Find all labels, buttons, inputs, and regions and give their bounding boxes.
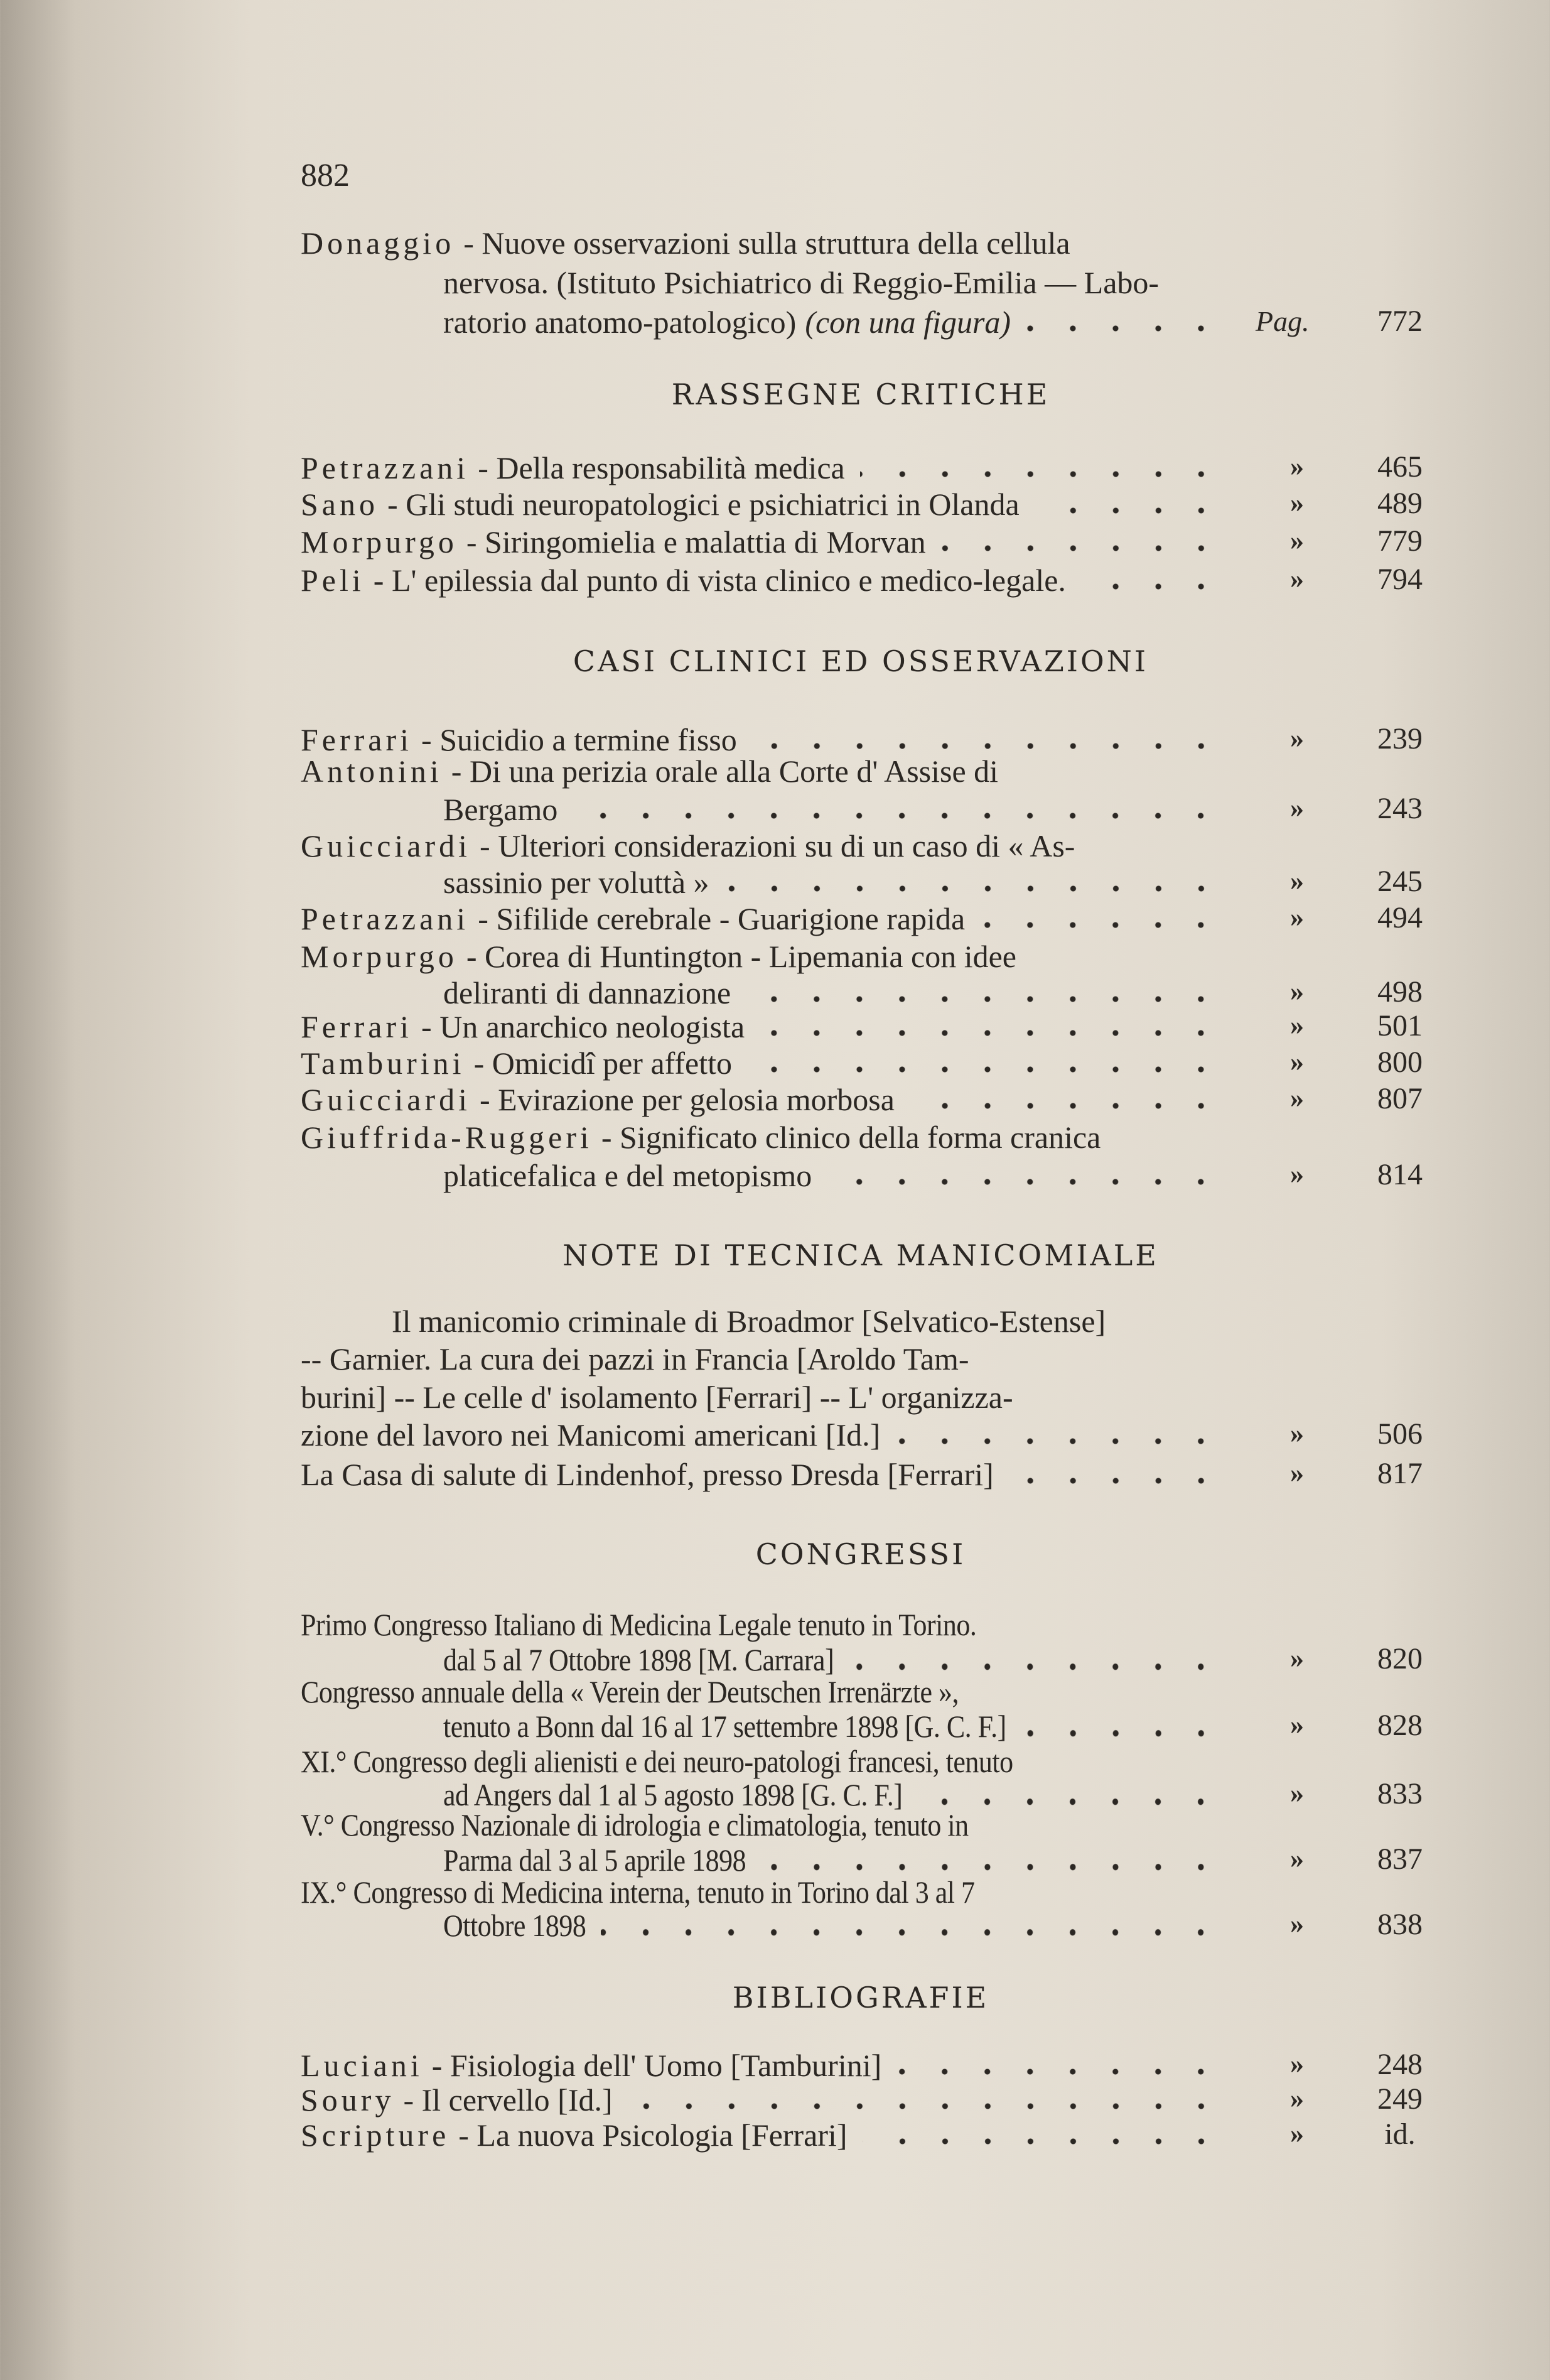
page-ditto-mark: » — [1290, 563, 1304, 594]
page-ditto-mark: » — [1290, 451, 1304, 482]
entry-line — [301, 224, 1237, 262]
entry-line — [443, 303, 1237, 341]
entry-line — [443, 1157, 1237, 1194]
entry-line — [443, 791, 1237, 828]
section-title: NOTE DI TECNICA MANICOMIALE — [562, 1238, 1159, 1272]
dot-leader — [1081, 583, 1222, 590]
page-reference[interactable]: 248 — [1377, 2048, 1423, 2081]
entry-author: Soury — [301, 2082, 395, 2118]
entry-line — [301, 449, 1237, 487]
page-reference[interactable]: 489 — [1377, 487, 1423, 520]
dot-leader — [980, 922, 1222, 928]
page-ditto-mark: » — [1290, 487, 1304, 518]
dot-leader — [863, 2138, 1222, 2145]
page-ditto-mark: » — [1290, 792, 1304, 823]
entry-title: - Omicidî per affetto — [473, 1046, 733, 1081]
dot-leader — [910, 1103, 1222, 1109]
page-ditto-mark: » — [1290, 525, 1304, 556]
dot-leader — [746, 996, 1222, 1002]
dot-leader — [761, 1864, 1222, 1871]
dot-leader — [896, 2069, 1222, 2075]
page-reference[interactable]: 772 — [1377, 305, 1423, 338]
dot-leader — [628, 2103, 1222, 2109]
entry-author: Guicciardi — [301, 828, 471, 863]
entry-title: deliranti di dannazione — [443, 975, 731, 1010]
entry-title: Bergamo — [443, 792, 558, 827]
page-reference[interactable]: 465 — [1377, 450, 1423, 484]
entry-line — [301, 752, 1237, 790]
page-reference[interactable]: 501 — [1377, 1009, 1423, 1042]
section-title: CASI CLINICI ED OSSERVAZIONI — [573, 644, 1149, 678]
page-reference[interactable]: 245 — [1377, 865, 1423, 898]
page-reference[interactable]: 800 — [1377, 1046, 1423, 1079]
entry-title: sassinio per voluttà » — [443, 865, 709, 900]
page-ditto-mark: » — [1290, 1418, 1304, 1449]
entry-author: Morpurgo — [301, 939, 458, 974]
entry-line — [301, 2047, 1237, 2084]
entry-title: Il manicomio criminale di Broadmor [Selvatico-Estense] — [392, 1304, 1106, 1339]
entry-line — [301, 1378, 1237, 1416]
section-title: RASSEGNE CRITICHE — [671, 377, 1050, 411]
entry-title: nervosa. (Istituto Psichiatrico di Reggio-Emilia — Labo- — [443, 265, 1160, 300]
entry-line — [443, 863, 1237, 901]
dot-leader — [1021, 1730, 1222, 1737]
entry-title: - Ulteriori considerazioni su di un caso di « As- — [480, 828, 1075, 863]
entry-line — [301, 1456, 1237, 1493]
entry-title: burini] -- Le celle d' isolamento [Ferrari] -- L' organizza- — [301, 1380, 1013, 1415]
entry-title: - Significato clinico della forma cranica — [601, 1120, 1101, 1155]
entry-line — [301, 827, 1237, 865]
dot-leader — [827, 1179, 1222, 1185]
entry-author: Sano — [301, 487, 379, 522]
entry-title: platicefalica e del metopismo — [443, 1158, 812, 1193]
entry-line — [301, 1008, 1237, 1046]
entry-line — [301, 1118, 1237, 1156]
entry-author: Petrazzani — [301, 450, 470, 485]
entry-line — [301, 1081, 1237, 1118]
entry-line — [443, 264, 1237, 301]
entry-title: ad Angers dal 1 al 5 agosto 1898 [G. C. F.] — [443, 1777, 903, 1812]
entry-title: Ottobre 1898 — [443, 1908, 586, 1943]
entry-title: - Siringomielia e malattia di Morvan — [466, 524, 926, 560]
entry-title: XI.° Congresso degli alienisti e dei neuro-patologi francesi, tenuto — [301, 1744, 1013, 1779]
entry-title: dal 5 al 7 Ottobre 1898 [M. Carrara] — [443, 1642, 834, 1677]
dot-leader — [1026, 325, 1222, 332]
page-ditto-mark: » — [1290, 2048, 1304, 2079]
page-ditto-mark: » — [1290, 1643, 1304, 1674]
entry-title: - Corea di Huntington - Lipemania con idee — [466, 939, 1016, 974]
page-ditto-mark: » — [1290, 1083, 1304, 1113]
page-reference[interactable]: 239 — [1377, 722, 1423, 755]
page-reference[interactable]: 838 — [1377, 1908, 1423, 1941]
entry-author: Donaggio — [301, 225, 455, 261]
page-ditto-mark: » — [1290, 1159, 1304, 1189]
entry-line — [301, 485, 1237, 523]
page-reference[interactable]: 820 — [1377, 1642, 1423, 1675]
entry-title: - Evirazione per gelosia morbosa — [480, 1082, 895, 1117]
dot-leader — [1009, 1478, 1222, 1484]
entry-title: Parma dal 3 al 5 aprile 1898 — [443, 1842, 746, 1878]
entry-line — [443, 974, 1237, 1012]
entry-line — [301, 938, 1237, 975]
section-title: CONGRESSI — [755, 1537, 966, 1571]
page-ditto-mark: » — [1290, 1843, 1304, 1874]
page-ditto-mark: » — [1290, 1458, 1304, 1488]
entry-author: Guicciardi — [301, 1082, 471, 1117]
dot-leader — [1035, 507, 1222, 514]
dot-leader — [601, 1929, 1222, 1936]
page-ditto-mark: » — [1290, 1778, 1304, 1809]
page-ditto-mark: » — [1290, 976, 1304, 1007]
page-ditto-mark: » — [1290, 1046, 1304, 1077]
entry-line — [301, 523, 1237, 561]
entry-title: - Sifilide cerebrale - Guarigione rapida — [478, 901, 966, 936]
page-ditto-mark: » — [1290, 865, 1304, 896]
dot-leader — [849, 1663, 1222, 1670]
entry-title: zione del lavoro nei Manicomi americani [Id.] — [301, 1417, 881, 1452]
page-ditto-mark: » — [1290, 902, 1304, 933]
entry-title: ratorio anatomo-patologico) — [443, 305, 797, 340]
page-ditto-mark: » — [1290, 2083, 1304, 2114]
entry-title: -- Garnier. La cura dei pazzi in Francia [Aroldo Tam- — [301, 1341, 969, 1377]
dot-leader — [573, 813, 1222, 819]
section-title: BIBLIOGRAFIE — [732, 1981, 989, 2015]
entry-title: V.° Congresso Nazionale di idrologia e climatologia, tenuto in — [301, 1807, 969, 1842]
dot-leader — [860, 471, 1222, 477]
entry-title: - Un anarchico neologista — [421, 1009, 745, 1044]
entry-title: - Suicidio a termine fisso — [421, 722, 737, 757]
page-reference[interactable]: 794 — [1377, 563, 1423, 596]
entry-author: Ferrari — [301, 1009, 413, 1044]
entry-line — [301, 1044, 1237, 1082]
page-reference[interactable]: 828 — [1377, 1709, 1423, 1742]
entry-title: - Nuove osservazioni sulla struttura della cellula — [463, 225, 1070, 261]
page-reference[interactable]: 249 — [1377, 2082, 1423, 2116]
page-reference[interactable]: 506 — [1377, 1417, 1423, 1451]
dot-leader — [760, 1030, 1222, 1036]
page-ditto-mark: » — [1290, 723, 1304, 754]
entry-author: Giuffrida-Ruggeri — [301, 1120, 593, 1155]
page-ditto-mark: » — [1290, 1908, 1304, 1939]
page-reference[interactable]: 494 — [1377, 901, 1423, 934]
page-reference[interactable]: 807 — [1377, 1082, 1423, 1115]
dot-leader — [724, 885, 1222, 892]
page-ditto-mark: » — [1290, 1010, 1304, 1041]
entry-author: Antonini — [301, 754, 443, 789]
dot-leader — [752, 743, 1222, 749]
entry-line — [301, 2081, 1237, 2119]
entry-line — [392, 1302, 1237, 1340]
page-reference[interactable]: 814 — [1377, 1158, 1423, 1191]
entry-title: - L' epilessia dal punto di vista clinico e medico-legale. — [373, 563, 1066, 598]
page-reference[interactable]: 243 — [1377, 792, 1423, 825]
entry-line — [443, 1904, 1237, 1946]
entry-author: Ferrari — [301, 722, 413, 757]
page-reference[interactable]: 817 — [1377, 1457, 1423, 1490]
entry-title: - Fisiologia dell' Uomo [Tamburini] — [431, 2048, 882, 2083]
entry-author: Scripture — [301, 2118, 450, 2153]
page-reference[interactable]: 833 — [1377, 1777, 1423, 1810]
entry-author: Luciani — [301, 2048, 423, 2083]
entry-title: IX.° Congresso di Medicina interna, tenuto in Torino dal 3 al 7 — [301, 1874, 975, 1910]
dot-leader — [747, 1066, 1222, 1073]
entry-title: Primo Congresso Italiano di Medicina Legale tenuto in Torino. — [301, 1607, 977, 1642]
entry-title: La Casa di salute di Lindenhof, presso Dresda [Ferrari] — [301, 1457, 994, 1492]
entry-title: - Della responsabilità medica — [478, 450, 845, 485]
page-ditto-mark: Pag. — [1256, 305, 1310, 337]
page-reference[interactable]: id. — [1384, 2118, 1416, 2151]
entry-note: (con una figura) — [805, 305, 1011, 340]
entry-line — [301, 561, 1237, 599]
dot-leader — [895, 1438, 1222, 1444]
entry-author: Peli — [301, 563, 365, 598]
entry-author: Petrazzani — [301, 901, 470, 936]
entry-author: Morpurgo — [301, 524, 458, 560]
page-reference[interactable]: 837 — [1377, 1842, 1423, 1876]
entry-title: Congresso annuale della « Verein der Deutschen Irrenärzte », — [301, 1674, 959, 1709]
page-ditto-mark: » — [1290, 2118, 1304, 2149]
entry-line — [301, 1340, 1237, 1378]
entry-title: - Il cervello [Id.] — [403, 2082, 613, 2118]
entry-line — [301, 900, 1237, 938]
page-reference[interactable]: 779 — [1377, 524, 1423, 558]
entry-title: - Di una perizia orale alla Corte d' Assise di — [451, 754, 999, 789]
entry-line — [301, 1416, 1237, 1454]
entry-author: Tamburini — [301, 1046, 465, 1081]
page-number: 882 — [301, 158, 350, 193]
entry-title: tenuto a Bonn dal 16 al 17 settembre 1898 [G. C. F.] — [443, 1709, 1006, 1744]
entry-title: - La nuova Psicologia [Ferrari] — [458, 2118, 848, 2153]
page-ditto-mark: » — [1290, 1709, 1304, 1740]
dot-leader — [941, 545, 1222, 551]
entry-title: - Gli studi neuropatologici e psichiatrici in Olanda — [387, 487, 1020, 522]
page-reference[interactable]: 498 — [1377, 975, 1423, 1009]
entry-line — [301, 2116, 1237, 2154]
